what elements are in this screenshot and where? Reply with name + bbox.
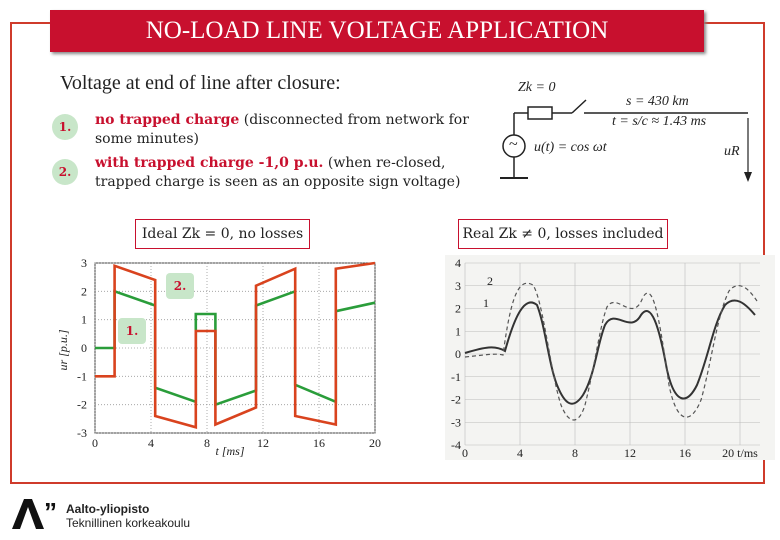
item-2-bold: with trapped charge -1,0 p.u. <box>95 155 324 171</box>
y-tick-label: 0 <box>81 341 87 355</box>
real-curve-label-2: 2 <box>487 274 493 288</box>
x-tick-label: 4 <box>148 436 154 450</box>
x-tick-label: 0 <box>92 436 98 450</box>
real-y-tick-label: 0 <box>455 347 461 361</box>
ur-label: uR <box>724 144 740 159</box>
real-y-tick-label: 1 <box>455 324 461 339</box>
real-x-tick-label: 4 <box>517 446 523 460</box>
y-tick-label: -3 <box>77 426 87 440</box>
real-y-tick-label: -2 <box>451 392 461 407</box>
real-chart <box>445 255 775 460</box>
x-tick-label: 20 <box>369 436 381 450</box>
bullet-1: 1. <box>52 114 78 140</box>
real-x-tick-label: 0 <box>462 446 468 460</box>
logo-text-1: Aalto-yliopisto <box>66 502 150 516</box>
y-tick-label: -2 <box>77 397 87 412</box>
y-tick-label: 3 <box>81 256 87 270</box>
zk-label: Zk = 0 <box>518 80 556 95</box>
s-label: s = 430 km <box>626 94 689 109</box>
u-label: u(t) = cos ωt <box>534 140 607 155</box>
real-x-tick-label: 8 <box>572 446 578 460</box>
switch <box>572 100 586 113</box>
impedance-box <box>528 107 552 119</box>
item-2-text: (when re-closed, trapped charge is seen as an opposite sign voltage) <box>95 155 461 190</box>
chart-callout-1: 1. <box>118 318 146 344</box>
logo-text-2: Teknillinen korkeakoulu <box>66 516 191 530</box>
real-x-tick-label: 12 <box>624 446 636 460</box>
aalto-logo-icon <box>10 497 70 531</box>
real-y-tick-label: 4 <box>455 256 461 270</box>
real-x-tick-label: 20 t/ms <box>722 446 758 460</box>
real-y-tick-label: -3 <box>451 415 461 430</box>
x-axis-label: t [ms] <box>215 444 245 458</box>
y-axis-label: ur [p.u.] <box>56 329 70 371</box>
y-tick-label: 1 <box>81 312 87 327</box>
t-label: t = s/c ≈ 1.43 ms <box>612 114 707 129</box>
real-y-tick-label: 2 <box>455 301 461 316</box>
item-2 <box>95 154 480 192</box>
chart-callout-2: 2. <box>166 273 194 299</box>
source-symbol: ~ <box>509 136 518 153</box>
x-tick-label: 16 <box>313 436 325 450</box>
real-x-tick-label: 16 <box>679 446 691 460</box>
heading: Voltage at end of line after closure: <box>60 72 341 94</box>
item-1-bold: no trapped charge <box>95 112 240 128</box>
real-y-tick-label: -1 <box>451 369 461 384</box>
x-tick-label: 12 <box>257 436 269 450</box>
y-tick-label: -1 <box>77 369 87 384</box>
ideal-callout: Ideal Zk = 0, no losses <box>135 219 310 249</box>
real-curve-label-1: 1 <box>483 296 489 310</box>
bullet-2: 2. <box>52 159 78 185</box>
item-1-text: (disconnected from network for some minutes) <box>95 112 469 147</box>
real-y-tick-label: 3 <box>455 278 461 293</box>
ideal-chart <box>55 255 385 460</box>
svg-text:”: ” <box>44 497 57 527</box>
real-y-tick-label: -4 <box>451 438 461 452</box>
x-tick-label: 8 <box>204 436 210 450</box>
y-tick-label: 2 <box>81 284 87 299</box>
real-callout: Real Zk ≠ 0, losses included <box>458 219 668 249</box>
item-1 <box>95 111 480 149</box>
slide-title: NO-LOAD LINE VOLTAGE APPLICATION <box>50 10 704 52</box>
